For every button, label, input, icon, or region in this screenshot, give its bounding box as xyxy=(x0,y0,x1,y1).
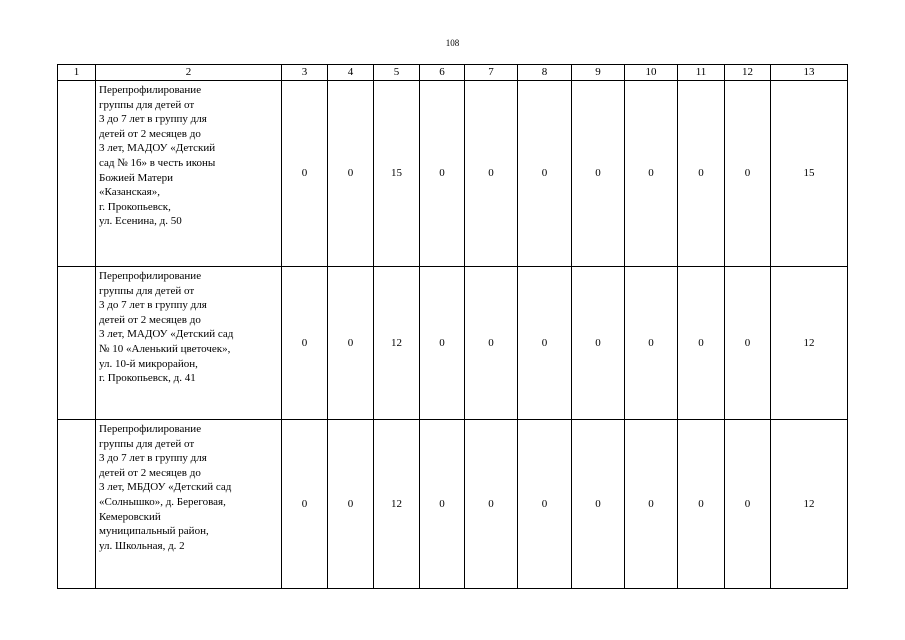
value-cell: 12 xyxy=(374,420,420,589)
description-line: «Казанская», xyxy=(99,186,160,199)
description-line: группы для детей от xyxy=(99,98,195,111)
description-line: Кемеровский xyxy=(99,510,161,523)
column-header: 8 xyxy=(518,65,572,81)
column-header: 4 xyxy=(328,65,374,81)
value-cell: 0 xyxy=(282,267,328,420)
description-line: г. Прокопьевск, д. 41 xyxy=(99,372,196,385)
value-cell: 0 xyxy=(625,420,678,589)
description-cell xyxy=(96,267,282,420)
description-line: ул. 10-й микрорайон, xyxy=(99,357,198,370)
column-header: 7 xyxy=(465,65,518,81)
value-cell: 0 xyxy=(465,81,518,267)
description-line: 3 до 7 лет в группу для xyxy=(99,452,207,465)
column-header: 5 xyxy=(374,65,420,81)
value-cell: 0 xyxy=(678,267,725,420)
description-line: г. Прокопьевск, xyxy=(99,200,171,213)
value-cell: 0 xyxy=(518,81,572,267)
column-header: 12 xyxy=(725,65,771,81)
total-cell: 15 xyxy=(771,81,848,267)
description-line: Божией Матери xyxy=(99,171,174,184)
column-header: 10 xyxy=(625,65,678,81)
table-row xyxy=(58,267,848,420)
value-cell: 0 xyxy=(328,420,374,589)
description-line: 3 лет, МБДОУ «Детский сад xyxy=(99,481,232,494)
page-number: 108 xyxy=(445,38,460,48)
value-cell: 0 xyxy=(420,81,465,267)
value-cell: 0 xyxy=(518,420,572,589)
description-line: группы для детей от xyxy=(99,284,195,297)
description-line: «Солнышко», д. Береговая, xyxy=(99,495,226,508)
value-cell: 0 xyxy=(572,81,625,267)
value-cell: 0 xyxy=(282,420,328,589)
description-cell xyxy=(96,81,282,267)
value-cell: 0 xyxy=(465,267,518,420)
description-line: 3 до 7 лет в группу для xyxy=(99,299,207,312)
header-row xyxy=(58,65,848,81)
value-cell: 0 xyxy=(625,267,678,420)
value-cell: 0 xyxy=(518,267,572,420)
description-line: группы для детей от xyxy=(99,437,195,450)
description-line: Перепрофилирование xyxy=(99,423,202,435)
value-cell: 15 xyxy=(374,81,420,267)
data-table xyxy=(57,64,848,589)
description-line: сад № 16» в честь иконы xyxy=(99,156,216,169)
description-line: детей от 2 месяцев до xyxy=(99,127,201,140)
description-line: № 10 «Аленький цветочек», xyxy=(99,342,231,355)
description-line: Перепрофилирование xyxy=(99,84,202,96)
description-line: 3 лет, МАДОУ «Детский сад xyxy=(99,328,234,341)
row-number-cell xyxy=(58,81,96,267)
description-line: детей от 2 месяцев до xyxy=(99,313,201,326)
description-line: муниципальный район, xyxy=(99,525,209,538)
value-cell: 0 xyxy=(678,420,725,589)
value-cell: 0 xyxy=(625,81,678,267)
value-cell: 0 xyxy=(328,81,374,267)
description-line: ул. Есенина, д. 50 xyxy=(99,215,182,228)
column-header: 13 xyxy=(771,65,848,81)
value-cell: 0 xyxy=(678,81,725,267)
value-cell: 0 xyxy=(725,81,771,267)
value-cell: 0 xyxy=(420,420,465,589)
description-line: Перепрофилирование xyxy=(99,270,202,282)
value-cell: 0 xyxy=(572,267,625,420)
value-cell: 12 xyxy=(374,267,420,420)
total-cell: 12 xyxy=(771,420,848,589)
column-header: 2 xyxy=(96,65,282,81)
value-cell: 0 xyxy=(282,81,328,267)
total-cell: 12 xyxy=(771,267,848,420)
description-cell xyxy=(96,420,282,589)
row-number-cell xyxy=(58,420,96,589)
value-cell: 0 xyxy=(725,420,771,589)
row-number-cell xyxy=(58,267,96,420)
column-header: 9 xyxy=(572,65,625,81)
description-line: 3 до 7 лет в группу для xyxy=(99,113,207,126)
value-cell: 0 xyxy=(328,267,374,420)
table-row xyxy=(58,420,848,589)
value-cell: 0 xyxy=(725,267,771,420)
column-header: 6 xyxy=(420,65,465,81)
column-header: 3 xyxy=(282,65,328,81)
column-header: 1 xyxy=(58,65,96,81)
value-cell: 0 xyxy=(420,267,465,420)
description-line: ул. Школьная, д. 2 xyxy=(99,539,185,552)
value-cell: 0 xyxy=(465,420,518,589)
description-line: детей от 2 месяцев до xyxy=(99,466,201,479)
description-line: 3 лет, МАДОУ «Детский xyxy=(99,142,216,155)
table-row xyxy=(58,81,848,267)
value-cell: 0 xyxy=(572,420,625,589)
column-header: 11 xyxy=(678,65,725,81)
